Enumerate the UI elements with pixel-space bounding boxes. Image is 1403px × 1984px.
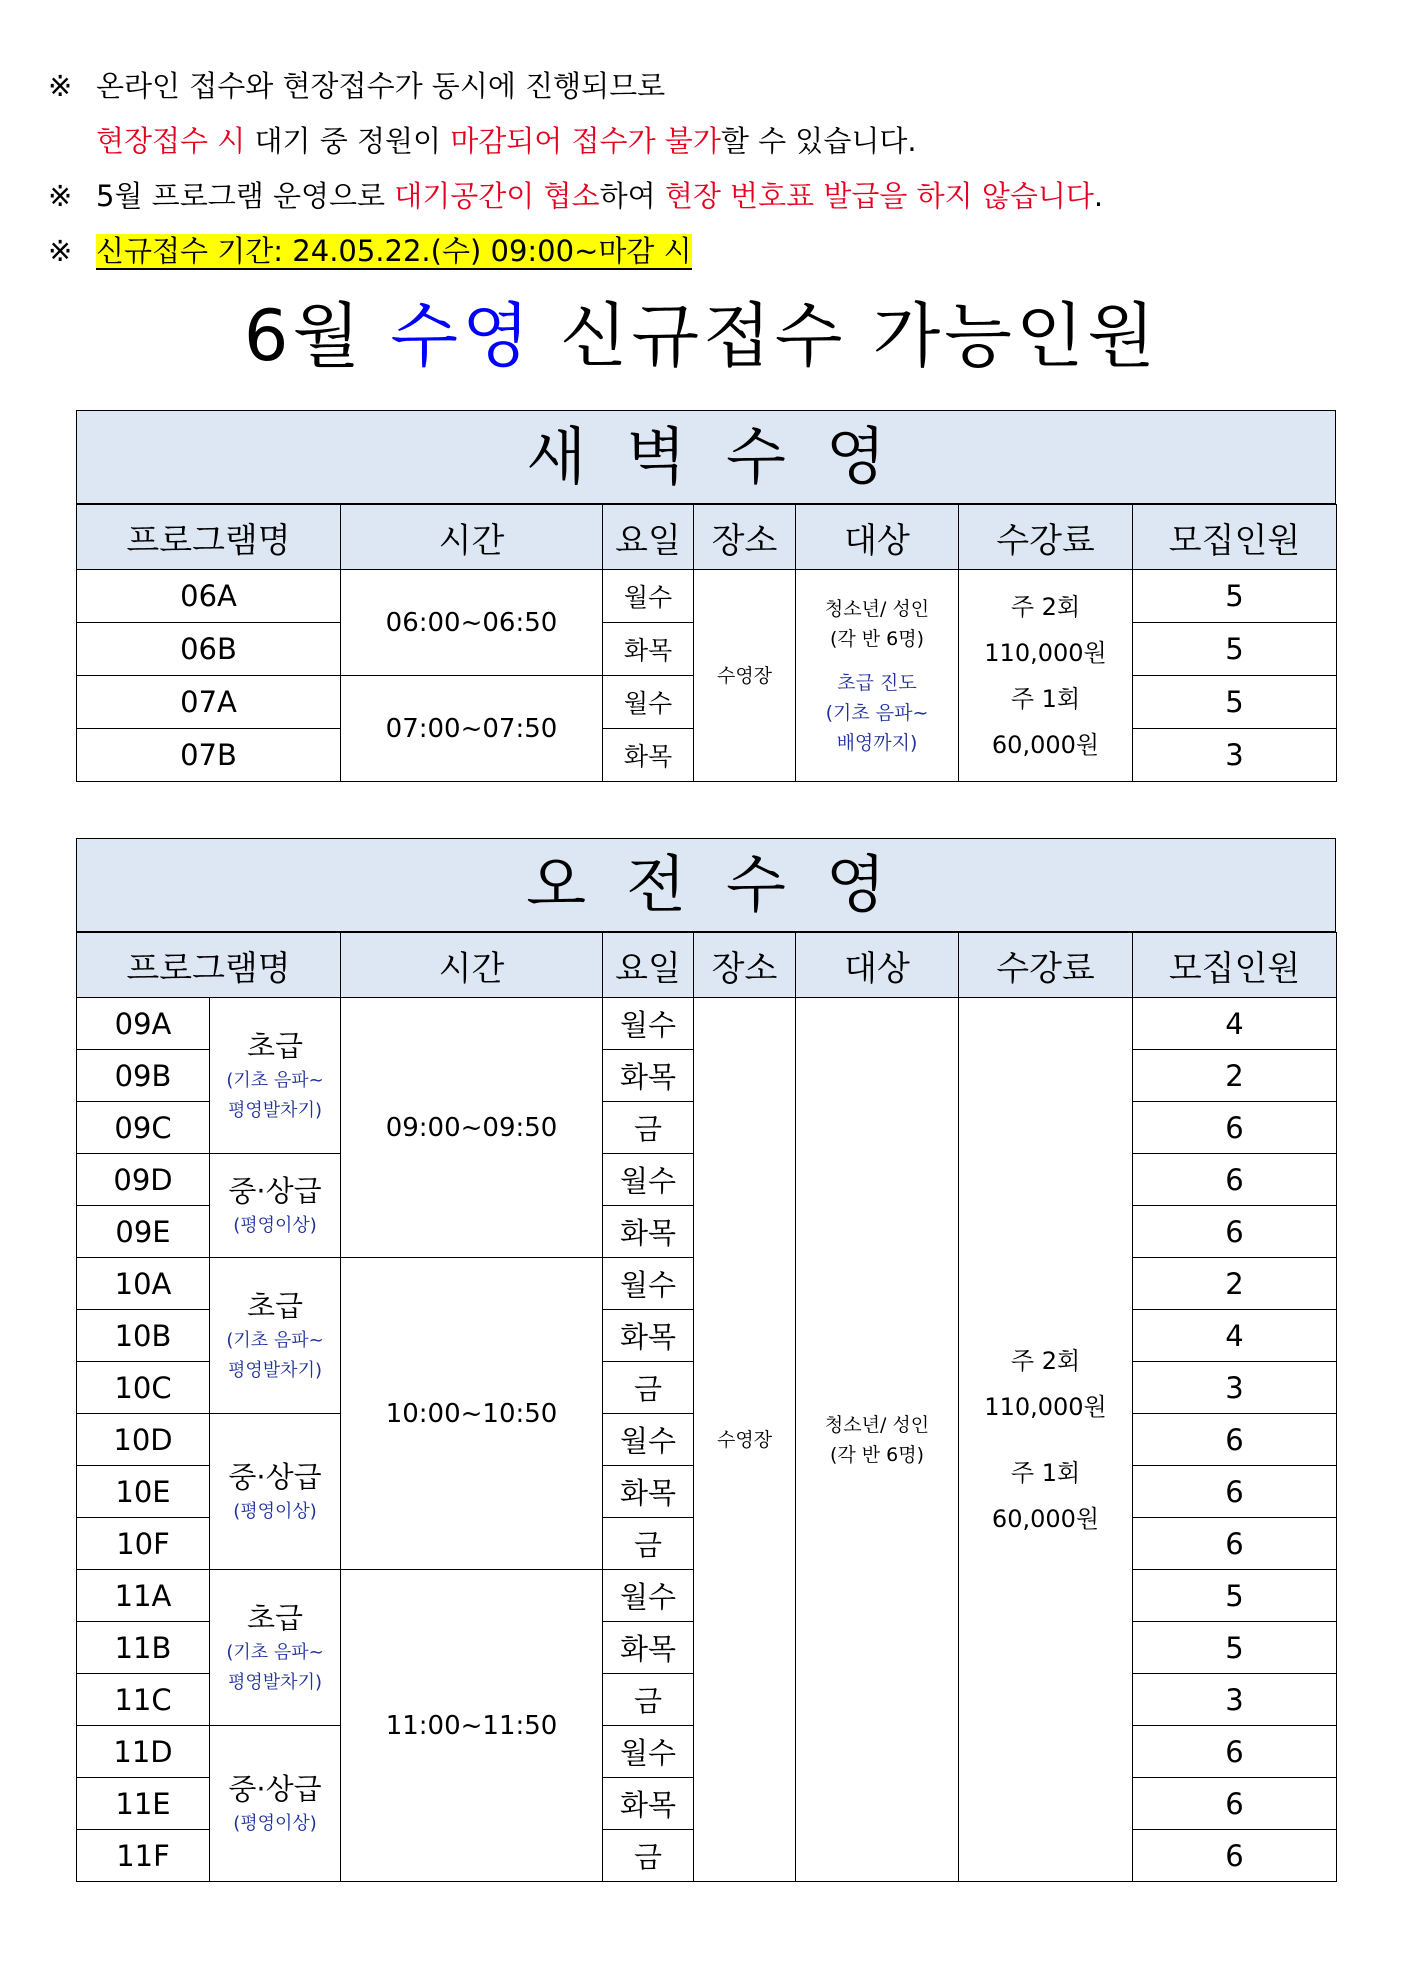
level-intermediate: 중·상급 (평영이상) xyxy=(210,1414,341,1570)
program-code: 07B xyxy=(77,729,341,782)
header-capacity: 모집인원 xyxy=(1133,933,1337,998)
header-target: 대상 xyxy=(796,933,959,998)
capacity: 6 xyxy=(1133,1414,1337,1466)
day: 화목 xyxy=(603,623,694,676)
capacity: 6 xyxy=(1133,1518,1337,1570)
morning-swim-section xyxy=(76,838,1336,1882)
time-slot: 11:00~11:50 xyxy=(341,1570,603,1882)
program-code: 11E xyxy=(77,1778,210,1830)
registration-period: 신규접수 기간: 24.05.22.(수) 09:00~마감 시 xyxy=(96,234,692,268)
time-slot: 06:00~06:50 xyxy=(341,570,603,676)
program-code: 10C xyxy=(77,1362,210,1414)
day: 화목 xyxy=(603,729,694,782)
dawn-swim-section xyxy=(76,410,1336,782)
header-time: 시간 xyxy=(341,933,603,998)
day: 금 xyxy=(603,1518,694,1570)
notice-line-1 xyxy=(48,66,665,106)
header-place: 장소 xyxy=(694,505,796,570)
day: 월수 xyxy=(603,1258,694,1310)
capacity: 3 xyxy=(1133,729,1337,782)
header-target: 대상 xyxy=(796,505,959,570)
place: 수영장 xyxy=(694,998,796,1882)
header-day: 요일 xyxy=(603,505,694,570)
time-slot: 10:00~10:50 xyxy=(341,1258,603,1570)
notice-text: . xyxy=(1093,179,1104,213)
table-header-row xyxy=(77,505,1337,570)
capacity: 5 xyxy=(1133,623,1337,676)
day: 화목 xyxy=(603,1466,694,1518)
capacity: 6 xyxy=(1133,1778,1337,1830)
capacity: 6 xyxy=(1133,1830,1337,1882)
level-beginner: 초급 (기초 음파~ 평영발차기) xyxy=(210,1570,341,1726)
notice-line-3 xyxy=(48,176,1103,216)
program-code: 09B xyxy=(77,1050,210,1102)
capacity: 6 xyxy=(1133,1466,1337,1518)
program-code: 11F xyxy=(77,1830,210,1882)
day: 금 xyxy=(603,1830,694,1882)
notice-red-text: 마감되어 접수가 불가 xyxy=(450,124,721,158)
header-fee: 수강료 xyxy=(959,505,1133,570)
level-intermediate: 중·상급 (평영이상) xyxy=(210,1726,341,1882)
notice-red-text: 현장접수 시 xyxy=(96,124,246,158)
day: 월수 xyxy=(603,1726,694,1778)
capacity: 2 xyxy=(1133,1050,1337,1102)
level-beginner: 초급 (기초 음파~ 평영발차기) xyxy=(210,998,341,1154)
program-code: 09D xyxy=(77,1154,210,1206)
program-code: 10F xyxy=(77,1518,210,1570)
capacity: 3 xyxy=(1133,1362,1337,1414)
notice-text: 온라인 접수와 현장접수가 동시에 진행되므로 xyxy=(96,69,666,103)
capacity: 5 xyxy=(1133,1622,1337,1674)
header-program: 프로그램명 xyxy=(77,505,341,570)
dawn-table xyxy=(76,504,1337,782)
header-program: 프로그램명 xyxy=(77,933,341,998)
reference-mark: ※ xyxy=(48,234,73,268)
table-header-row xyxy=(77,933,1337,998)
table-row xyxy=(77,998,1337,1050)
notice-text: 대기 중 정원이 xyxy=(245,124,451,158)
notice-text: 5월 프로그램 운영으로 xyxy=(96,179,395,213)
reference-mark: ※ xyxy=(48,69,73,103)
day: 화목 xyxy=(603,1206,694,1258)
day: 월수 xyxy=(603,1570,694,1622)
capacity: 4 xyxy=(1133,1310,1337,1362)
capacity: 4 xyxy=(1133,998,1337,1050)
capacity: 3 xyxy=(1133,1674,1337,1726)
page-title: 6월 수영 신규접수 가능인원 xyxy=(243,295,1160,377)
header-place: 장소 xyxy=(694,933,796,998)
time-slot: 09:00~09:50 xyxy=(341,998,603,1258)
notice-line-2 xyxy=(48,121,917,161)
program-code: 11A xyxy=(77,1570,210,1622)
header-capacity: 모집인원 xyxy=(1133,505,1337,570)
section-title: 새벽수영 xyxy=(76,410,1336,504)
day: 화목 xyxy=(603,1050,694,1102)
day: 화목 xyxy=(603,1778,694,1830)
program-code: 10B xyxy=(77,1310,210,1362)
day: 화목 xyxy=(603,1310,694,1362)
capacity: 5 xyxy=(1133,570,1337,623)
capacity: 6 xyxy=(1133,1102,1337,1154)
program-code: 11C xyxy=(77,1674,210,1726)
program-code: 07A xyxy=(77,676,341,729)
notice-red-text: 대기공간이 협소 xyxy=(394,179,600,213)
program-code: 06A xyxy=(77,570,341,623)
program-code: 11B xyxy=(77,1622,210,1674)
fee: 주 2회 110,000원 주 1회 60,000원 xyxy=(959,998,1133,1882)
capacity: 6 xyxy=(1133,1154,1337,1206)
day: 월수 xyxy=(603,1414,694,1466)
program-code: 11D xyxy=(77,1726,210,1778)
program-code: 10E xyxy=(77,1466,210,1518)
day: 월수 xyxy=(603,998,694,1050)
day: 월수 xyxy=(603,676,694,729)
day: 월수 xyxy=(603,1154,694,1206)
day: 금 xyxy=(603,1102,694,1154)
target: 청소년/ 성인 (각 반 6명) 초급 진도 (기초 음파~ 배영까지) xyxy=(796,570,959,782)
notice-red-text: 현장 번호표 발급을 하지 않습니다 xyxy=(664,179,1094,213)
reference-mark: ※ xyxy=(48,179,73,213)
capacity: 5 xyxy=(1133,676,1337,729)
program-code: 09A xyxy=(77,998,210,1050)
capacity: 6 xyxy=(1133,1726,1337,1778)
time-slot: 07:00~07:50 xyxy=(341,676,603,782)
day: 금 xyxy=(603,1362,694,1414)
fee: 주 2회 110,000원 주 1회 60,000원 xyxy=(959,570,1133,782)
program-code: 10D xyxy=(77,1414,210,1466)
capacity: 6 xyxy=(1133,1206,1337,1258)
place: 수영장 xyxy=(694,570,796,782)
notice-line-4 xyxy=(48,231,692,271)
target: 청소년/ 성인 (각 반 6명) xyxy=(796,998,959,1882)
notice-text: 할 수 있습니다. xyxy=(720,124,917,158)
morning-table xyxy=(76,932,1337,1882)
section-title: 오전수영 xyxy=(76,838,1336,932)
header-time: 시간 xyxy=(341,505,603,570)
program-code: 09E xyxy=(77,1206,210,1258)
level-beginner: 초급 (기초 음파~ 평영발차기) xyxy=(210,1258,341,1414)
program-code: 10A xyxy=(77,1258,210,1310)
notice-text: 하여 xyxy=(599,179,665,213)
level-intermediate: 중·상급 (평영이상) xyxy=(210,1154,341,1258)
program-code: 09C xyxy=(77,1102,210,1154)
header-day: 요일 xyxy=(603,933,694,998)
title-highlight: 수영 xyxy=(390,295,534,377)
capacity: 2 xyxy=(1133,1258,1337,1310)
table-row xyxy=(77,570,1337,623)
program-code: 06B xyxy=(77,623,341,676)
day: 금 xyxy=(603,1674,694,1726)
capacity: 5 xyxy=(1133,1570,1337,1622)
day: 월수 xyxy=(603,570,694,623)
header-fee: 수강료 xyxy=(959,933,1133,998)
day: 화목 xyxy=(603,1622,694,1674)
